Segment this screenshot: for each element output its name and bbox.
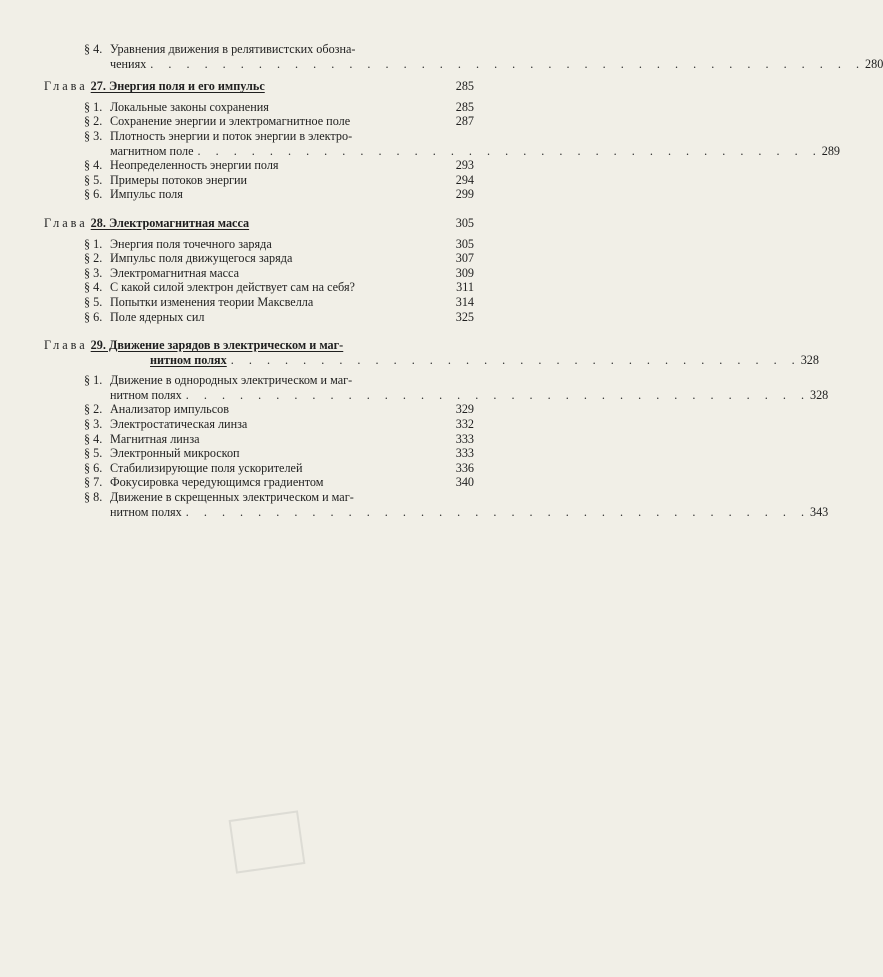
section-mark: § 5. xyxy=(84,294,103,309)
entry-title: Поле ядерных сил xyxy=(110,309,205,324)
page-number: 332 xyxy=(455,417,474,432)
toc-entry xyxy=(44,373,829,402)
toc-entry xyxy=(44,158,474,173)
toc-entry xyxy=(44,490,829,519)
page-number: 328 xyxy=(800,352,819,367)
toc-entry xyxy=(44,417,474,432)
toc-entry xyxy=(44,114,474,129)
chapter-title-line2: нитном полях xyxy=(150,352,227,367)
page-number: 309 xyxy=(455,265,474,280)
page-number: 311 xyxy=(456,280,474,295)
chapter-label: Глава xyxy=(44,79,88,94)
page-number: 285 xyxy=(455,79,474,94)
chapter-28-heading xyxy=(44,216,474,231)
page-number: 293 xyxy=(455,158,474,173)
section-mark: § 4. xyxy=(84,158,103,173)
entry-title: Магнитная линза xyxy=(110,431,200,446)
section-mark: § 3. xyxy=(84,265,103,280)
toc-entry xyxy=(44,446,474,461)
chapter-27-heading xyxy=(44,79,474,94)
page-number: 329 xyxy=(455,402,474,417)
page-number: 289 xyxy=(821,143,841,158)
leader-dots: . . . . . . . . . . . . . . . . . . . . . . . . . . . . . . . . xyxy=(230,352,801,367)
toc-entry xyxy=(44,432,474,447)
page-number: 287 xyxy=(455,114,474,129)
chapter-29-sections xyxy=(44,373,829,519)
section-mark: § 2. xyxy=(84,251,103,266)
section-mark: § 6. xyxy=(84,187,103,202)
toc-entry xyxy=(44,128,841,158)
entry-title: Попытки изменения теории Максвелла xyxy=(110,294,314,309)
page-number: 280 xyxy=(865,56,883,71)
entry-title: Анализатор импульсов xyxy=(110,402,229,417)
bleed-through-age-badge xyxy=(229,810,306,873)
leader-dots: . . . . . . . . . . . . . . . . . . . . . . . . . . . . . . . . . . . xyxy=(185,387,810,402)
section-mark: § 1. xyxy=(84,99,103,114)
page-number: 325 xyxy=(455,309,474,324)
page-number: 305 xyxy=(455,215,474,230)
page-number: 328 xyxy=(809,387,829,402)
section-mark: § 2. xyxy=(84,114,103,129)
section-mark: § 6. xyxy=(84,460,103,475)
toc-entry xyxy=(44,173,474,188)
toc-entry xyxy=(44,237,474,252)
entry-title: Энергия поля точечного заряда xyxy=(110,236,272,251)
page-number: 307 xyxy=(455,251,474,266)
entry-title: Фокусировка чередующимся градиентом xyxy=(110,475,324,490)
toc-entry xyxy=(44,100,474,115)
toc-entry xyxy=(44,251,474,266)
page-number: 299 xyxy=(455,187,474,202)
leader-dots: . . . . . . . . . . . . . . . . . . . . . . . . . . . . . . . . . . . xyxy=(197,143,822,158)
section-mark: § 1. xyxy=(84,236,103,251)
leader-dots: . . . . . . . . . . . . . . . . . . . . . . . . . . . . . . . . . . . . . . . . xyxy=(150,56,865,71)
page-number: 294 xyxy=(455,172,474,187)
entry-title: Сохранение энергии и электромагнитное поле xyxy=(110,114,351,129)
entry-title-line2: нитном полях xyxy=(110,504,182,519)
chapter-title-line1: 29. Движение зарядов в электрическом и маг- xyxy=(90,338,344,353)
chapter-title: 27. Энергия поля и его импульс xyxy=(90,79,265,94)
chapter-28-sections xyxy=(44,237,474,325)
chapter-27-sections xyxy=(44,99,841,202)
section-mark: § 5. xyxy=(84,172,103,187)
section-mark: § 6. xyxy=(84,309,103,324)
entry-title: Электронный микроскоп xyxy=(110,446,240,461)
page-number: 333 xyxy=(455,446,474,461)
section-mark: § 2. xyxy=(84,402,103,417)
section-mark: § 3. xyxy=(84,128,103,143)
entry-title-line2: чениях xyxy=(110,56,147,71)
toc-entry xyxy=(44,187,474,202)
section-mark: § 5. xyxy=(84,446,103,461)
table-of-contents xyxy=(44,42,883,519)
leader-dots: . . . . . . . . . . . . . . . . . . . . . . . . . . . . . . . . . . . xyxy=(185,504,810,519)
page-number: 305 xyxy=(455,236,474,251)
section-mark: § 3. xyxy=(84,417,103,432)
entry-title-line2: нитном полях xyxy=(110,387,182,402)
toc-entry xyxy=(44,266,474,281)
page-number: 343 xyxy=(809,504,829,519)
entry-title: С какой силой электрон действует сам на себя? xyxy=(110,280,355,295)
entry-title: Стабилизирующие поля ускорителей xyxy=(110,460,303,475)
section-mark: § 8. xyxy=(84,490,103,505)
entry-title-line1: Движение в скрещенных электрическом и маг- xyxy=(110,490,354,505)
toc-entry xyxy=(44,461,474,476)
section-mark: § 1. xyxy=(84,373,103,388)
entry-title-line1: Уравнения движения в релятивистских обозна- xyxy=(110,42,356,56)
page-number: 333 xyxy=(455,431,474,446)
section-mark: § 7. xyxy=(84,475,103,490)
entry-title-line2: магнитном поле xyxy=(110,143,194,158)
page-number: 336 xyxy=(455,460,474,475)
toc-entry xyxy=(44,295,474,310)
page-number: 340 xyxy=(455,475,474,490)
section-mark: § 4. xyxy=(84,42,103,56)
chapter-label: Глава xyxy=(44,338,88,353)
page-number: 314 xyxy=(455,294,474,309)
chapter-title: 28. Электромагнитная масса xyxy=(90,215,250,230)
entry-title: Импульс поля движущегося заряда xyxy=(110,251,293,266)
section-mark: § 4. xyxy=(84,280,103,295)
toc-entry xyxy=(44,402,474,417)
section-mark: § 4. xyxy=(84,431,103,446)
entry-title: Электромагнитная масса xyxy=(110,265,239,280)
entry-title-line1: Плотность энергии и поток энергии в электро- xyxy=(110,128,353,143)
toc-entry xyxy=(44,310,474,325)
page-number: 285 xyxy=(455,99,474,114)
entry-title: Неопределенность энергии поля xyxy=(110,158,279,173)
chapter-29-heading xyxy=(44,338,819,367)
entry-title: Импульс поля xyxy=(110,187,183,202)
entry-title: Электростатическая линза xyxy=(110,417,248,432)
chapter-label: Глава xyxy=(44,215,88,230)
entry-title-line1: Движение в однородных электрическом и маг- xyxy=(110,373,353,388)
toc-entry xyxy=(44,475,474,490)
entry-title: Примеры потоков энергии xyxy=(110,172,248,187)
toc-entry xyxy=(44,280,474,295)
entry-title: Локальные законы сохранения xyxy=(110,99,269,114)
toc-entry-intro xyxy=(44,42,883,71)
